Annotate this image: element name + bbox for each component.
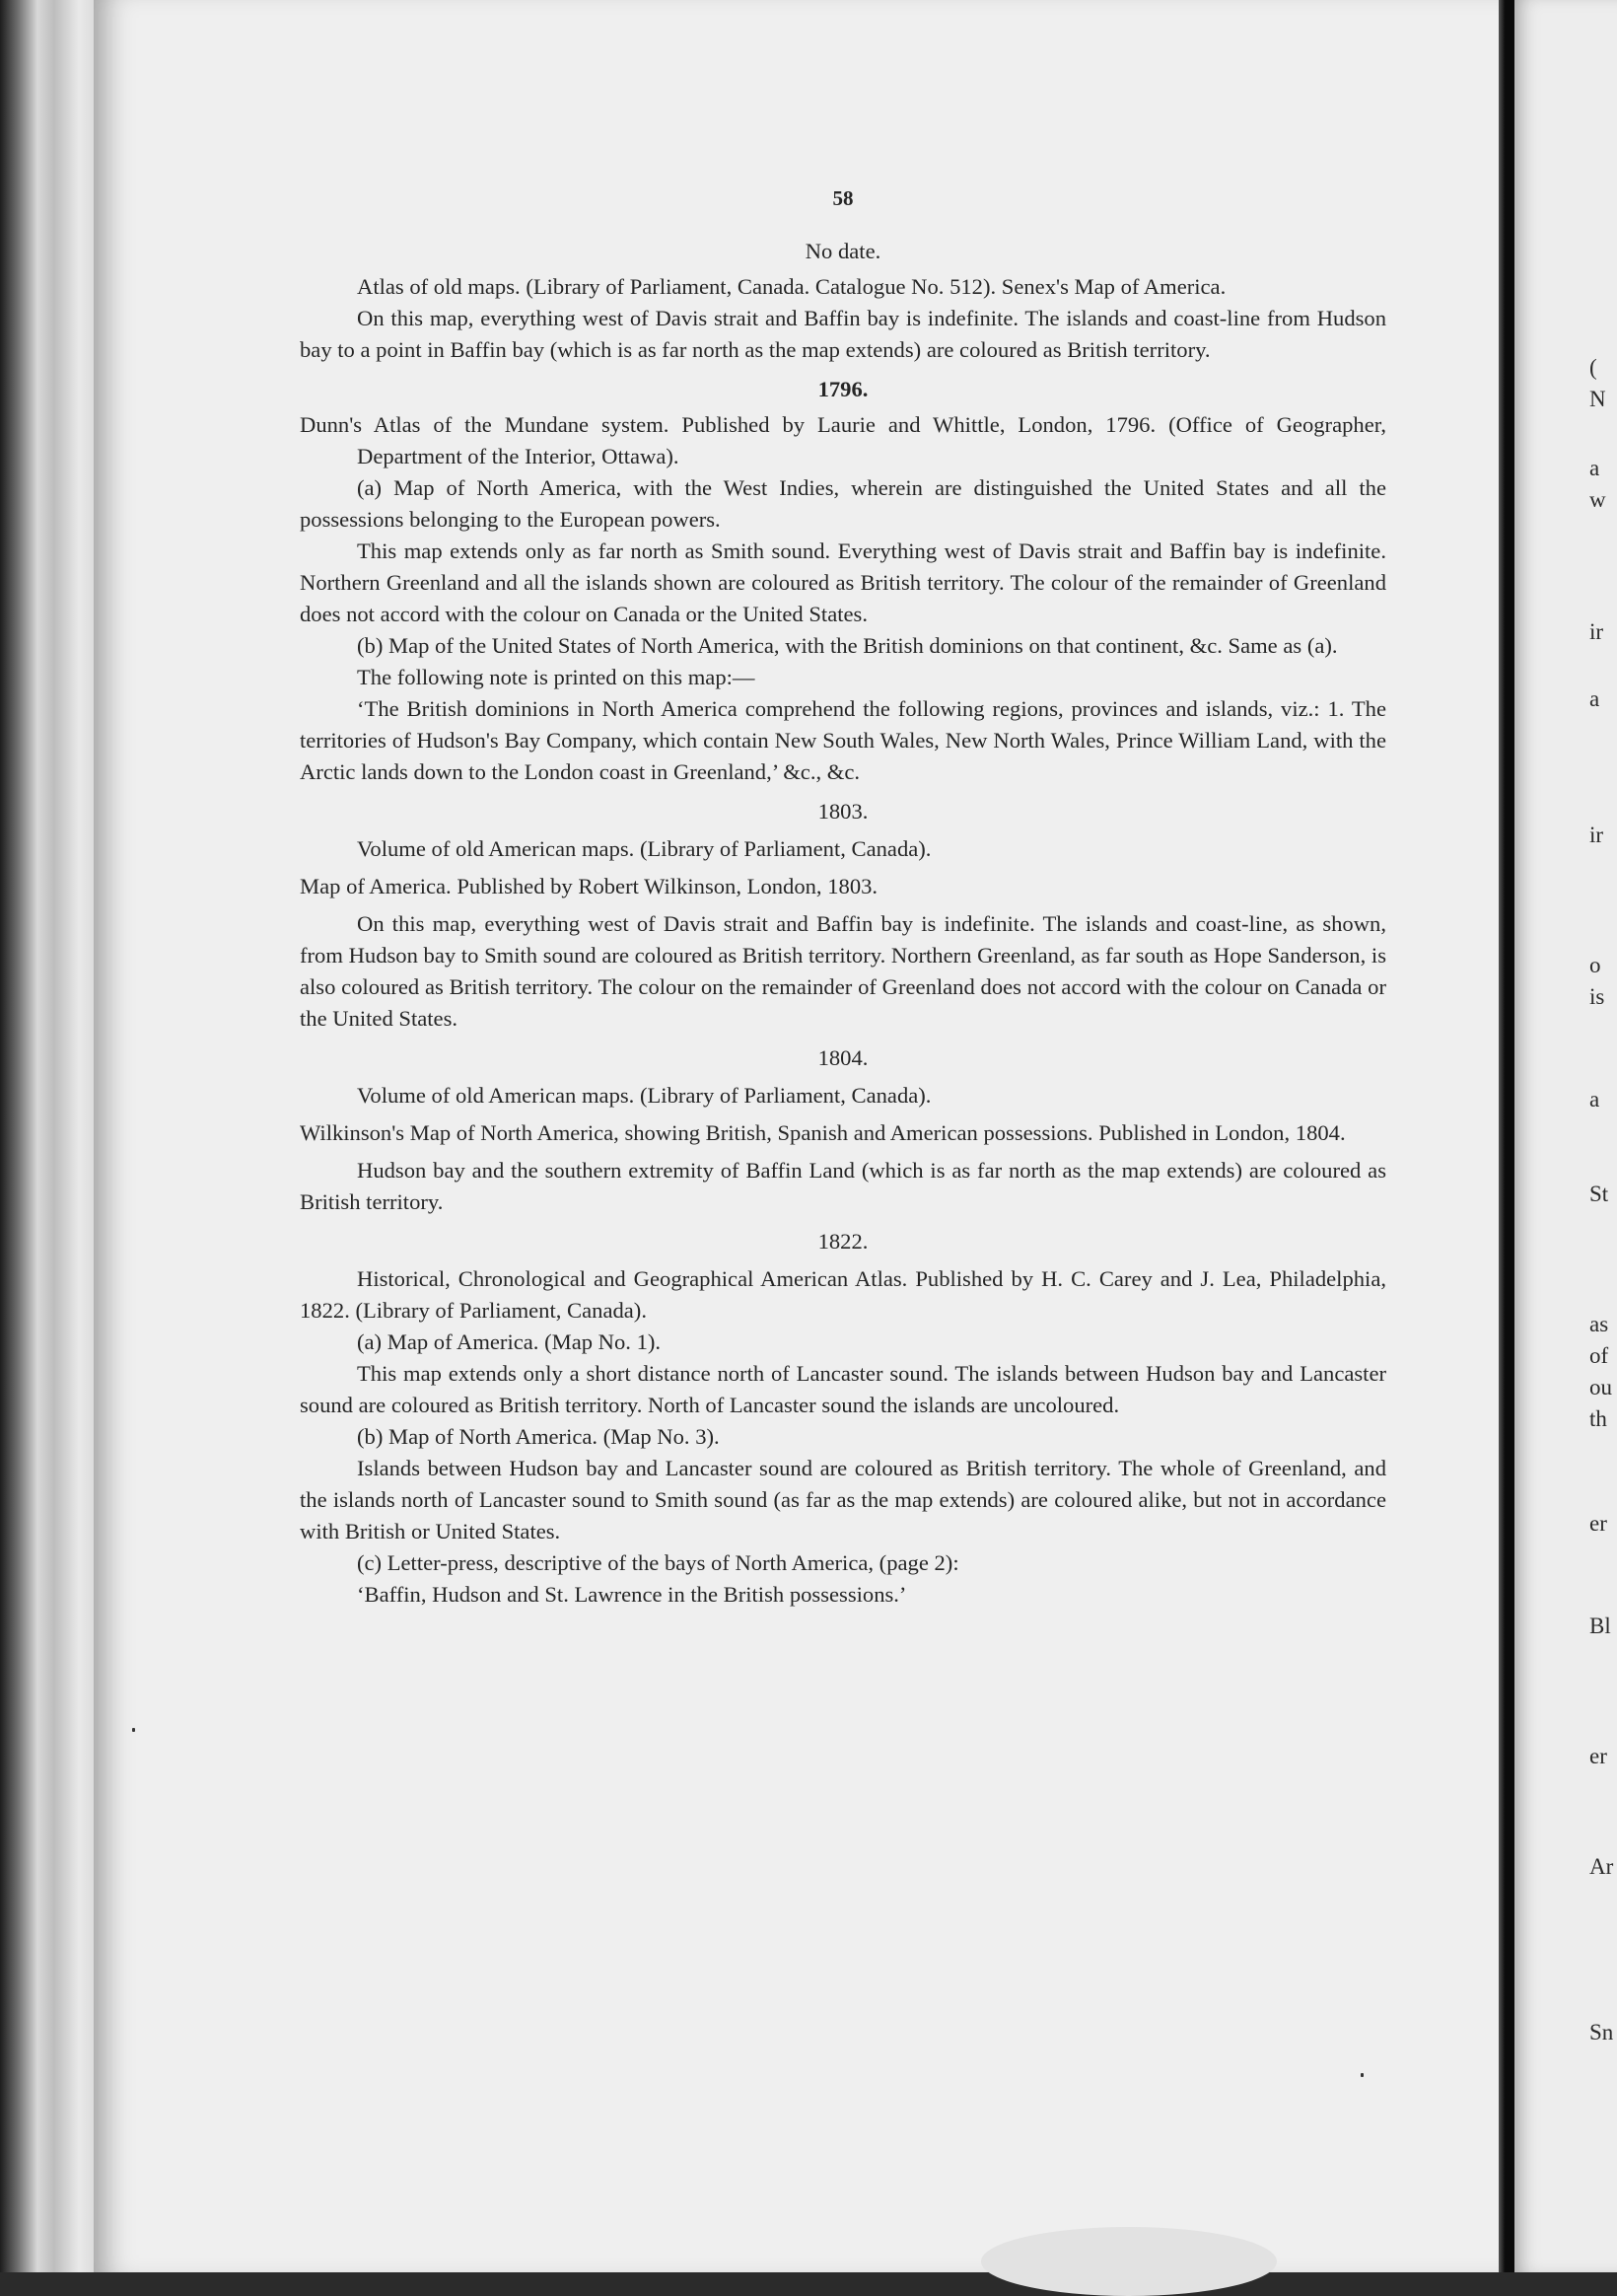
page-text [300, 182, 1386, 1611]
facing-page-fragment: er [1589, 1511, 1607, 1536]
section-1796 [300, 374, 1386, 788]
paper-speck [1361, 2073, 1364, 2077]
facing-page-fragment: o [1589, 953, 1601, 977]
paragraph: Historical, Chronological and Geographical American Atlas. Published by H. C. Carey and J. Lea, Philadelphia, 1822. (Library of Parliament, Canada). [300, 1266, 1386, 1323]
section-heading: No date. [805, 239, 881, 263]
paragraph: This map extends only as far north as Smith sound. Everything west of Davis strait and Baffin bay is indefinite. Northern Greenland and all the islands shown are coloured as British territory. The colour of the remainder of Greenland does not accord with the colour on Canada or the United States. [300, 538, 1386, 626]
facing-page-fragment: a [1589, 456, 1600, 480]
facing-page-fragment: er [1589, 1744, 1607, 1768]
quoted-note: ‘The British dominions in North America comprehend the following regions, provinces and islands, viz.: 1. The territories of Hudson's Bay Company, which contain New South Wales, New North Wales, Prince William Land, with the Arctic lands down to the London coast in Greenland,’ &c., &c. [300, 696, 1386, 784]
paragraph: (c) Letter-press, descriptive of the bays of North America, (page 2): [357, 1550, 959, 1575]
paragraph: The following note is printed on this map:— [357, 665, 755, 689]
section-1822 [300, 1226, 1386, 1611]
facing-page-fragment: ou [1589, 1375, 1612, 1399]
facing-page-fragment: is [1589, 984, 1605, 1009]
book-gutter [1499, 0, 1514, 2272]
facing-page-fragment: Bl [1589, 1614, 1611, 1638]
paragraph: Islands between Hudson bay and Lancaster sound are coloured as British territory. The whole of Greenland, and the islands north of Lancaster sound to Smith sound (as far as the map extends) are coloured alike, but not in accordance with British or United States. [300, 1456, 1386, 1543]
paragraph: On this map, everything west of Davis strait and Baffin bay is indefinite. The islands and coast-line from Hudson bay to a point in Baffin bay (which is as far north as the map extends) are coloured as British territory. [300, 306, 1386, 362]
facing-page-fragment: a [1589, 686, 1600, 711]
facing-page-fragment: Ar [1589, 1854, 1614, 1879]
section-1803 [300, 796, 1386, 1035]
facing-page-fragment: N [1589, 387, 1606, 411]
facing-page-fragment: ir [1589, 823, 1604, 847]
paragraph: Atlas of old maps. (Library of Parliament, Canada. Catalogue No. 512). Senex's Map of America. [357, 274, 1227, 299]
facing-page-fragment: of [1589, 1343, 1609, 1368]
paragraph: (b) Map of North America. (Map No. 3). [357, 1424, 720, 1449]
facing-page-fragment: St [1589, 1182, 1609, 1206]
paragraph: (b) Map of the United States of North America, with the British dominions on that continent, &c. Same as (a). [357, 633, 1338, 658]
facing-page-fragment: ir [1589, 619, 1604, 644]
facing-page-fragment: ( [1589, 355, 1597, 380]
facing-page-fragment: th [1589, 1406, 1607, 1431]
section-no-date [300, 236, 1386, 366]
section-1804 [300, 1042, 1386, 1218]
section-heading: 1822. [817, 1229, 869, 1254]
section-heading: 1804. [817, 1045, 869, 1070]
page-number: 58 [832, 186, 854, 210]
section-heading: 1803. [817, 799, 869, 824]
facing-page-edge [1514, 0, 1617, 2272]
section-heading: 1796. [817, 377, 869, 401]
page-curl [981, 2227, 1277, 2296]
paragraph: Volume of old American maps. (Library of Parliament, Canada). [357, 836, 932, 861]
facing-page-fragment: as [1589, 1312, 1609, 1336]
paragraph: This map extends only a short distance north of Lancaster sound. The islands between Hudson bay and Lancaster sound are coloured as British territory. North of Lancaster sound the islands are uncoloured. [300, 1361, 1386, 1417]
paragraph: On this map, everything west of Davis strait and Baffin bay is indefinite. The islands and coast-line, as shown, from Hudson bay to Smith sound are coloured as British territory. Northern Greenland, as far south as Hope Sanderson, is also coloured as British territory. The colour on the remainder of Greenland does not accord with the colour on Canada or the United States. [300, 911, 1386, 1031]
paragraph: (a) Map of North America, with the West Indies, wherein are distinguished the United States and all the possessions belonging to the European powers. [300, 475, 1386, 532]
paragraph: Volume of old American maps. (Library of Parliament, Canada). [357, 1083, 932, 1108]
facing-page-fragment: a [1589, 1087, 1600, 1112]
paragraph: Hudson bay and the southern extremity of Baffin Land (which is as far north as the map extends) are coloured as British territory. [300, 1158, 1386, 1214]
paragraph: Map of America. Published by Robert Wilkinson, London, 1803. [300, 874, 879, 898]
quoted-note: ‘Baffin, Hudson and St. Lawrence in the British possessions.’ [357, 1582, 907, 1607]
paper-speck [132, 1728, 135, 1732]
paragraph: Wilkinson's Map of North America, showing British, Spanish and American possessions. Published in London, 1804. [300, 1120, 1346, 1145]
facing-page-fragment: Sn [1589, 2020, 1614, 2045]
paragraph: (a) Map of America. (Map No. 1). [357, 1329, 662, 1354]
facing-page-fragment: w [1589, 487, 1606, 512]
paragraph: Dunn's Atlas of the Mundane system. Published by Laurie and Whittle, London, 1796. (Office of Geographer, Department of the Interior, Ottawa). [300, 412, 1386, 468]
